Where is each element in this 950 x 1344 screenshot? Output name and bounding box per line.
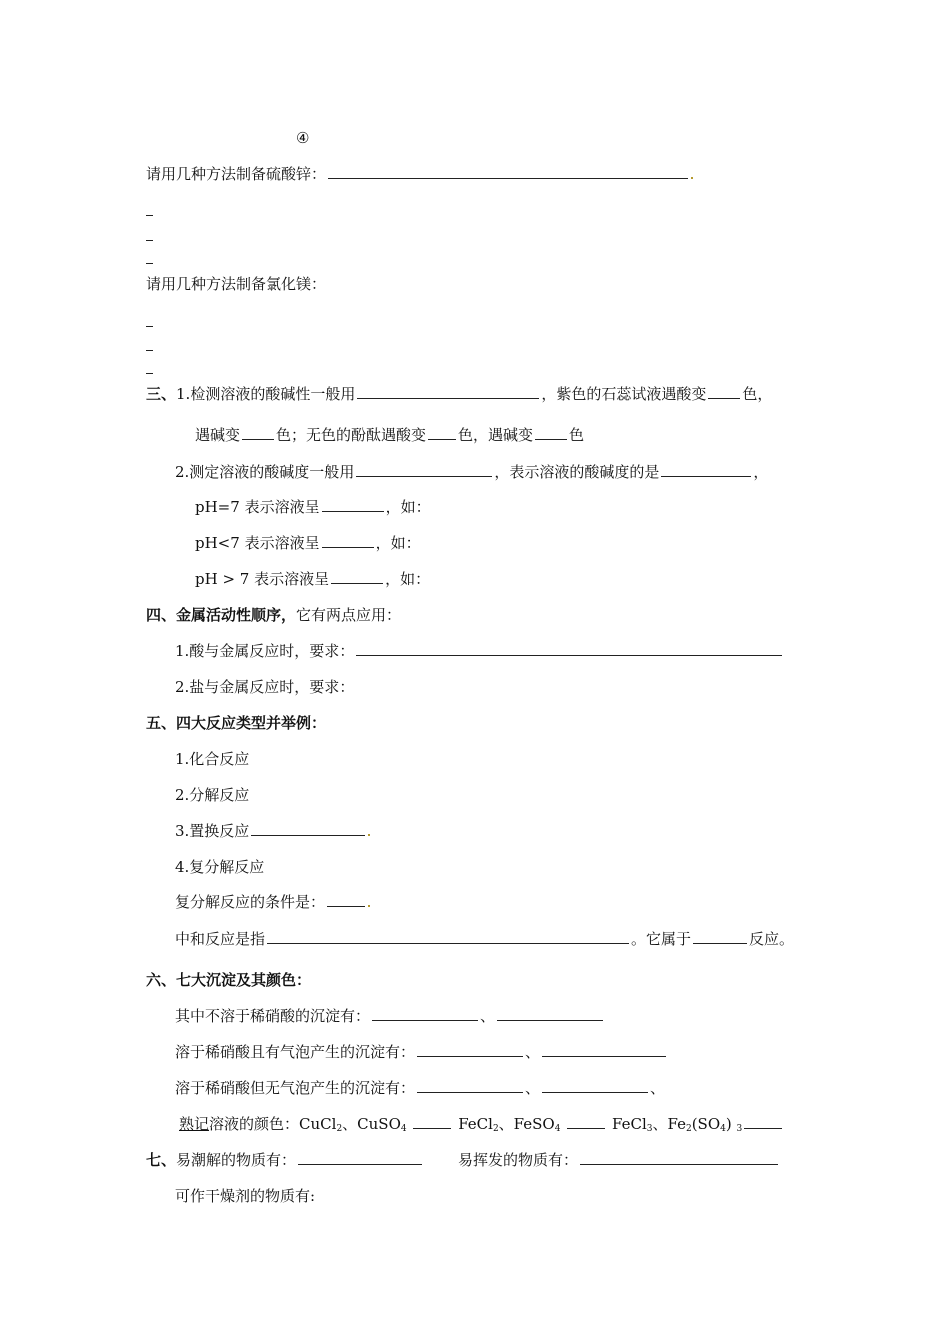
blank[interactable]	[744, 1114, 782, 1129]
subscript: 4	[400, 1124, 407, 1134]
blank[interactable]	[693, 929, 747, 944]
blank[interactable]	[417, 1078, 523, 1093]
text: 、FeSO	[498, 1115, 555, 1133]
section-7-heading: 七、	[146, 1151, 177, 1169]
blank[interactable]	[567, 1114, 605, 1129]
text: 它有两点应用：	[296, 606, 402, 624]
text: 、CuSO	[342, 1115, 401, 1133]
section-4-item-2: 2.盐与金属反应时，要求：	[175, 678, 355, 696]
subscript: 3	[736, 1124, 743, 1134]
text: (SO	[691, 1115, 721, 1133]
text: 、	[525, 1079, 541, 1097]
section-5-item-2: 2.分解反应	[175, 786, 250, 804]
section-6-line-1	[175, 1006, 605, 1026]
section-6-colors	[179, 1114, 784, 1139]
text: ，紫色的石蕊试液遇酸变	[541, 385, 707, 403]
blank[interactable]	[356, 462, 492, 477]
dash-mark	[146, 373, 153, 374]
text: 2.测定溶液的酸碱度一般用	[175, 463, 355, 481]
blank[interactable]	[580, 1150, 778, 1165]
dash-mark	[146, 240, 153, 241]
prep-znso4-label: 请用几种方法制备硫酸锌：	[146, 165, 327, 183]
text: 易潮解的物质有：	[176, 1151, 297, 1169]
text: 反应。	[749, 930, 795, 948]
section-5-neutralization	[175, 929, 794, 949]
section-4-heading	[146, 605, 401, 625]
dash-mark	[146, 215, 153, 216]
text: 。它属于	[631, 930, 692, 948]
section-5-heading: 五、四大反应类型并举例：	[146, 714, 327, 732]
text: FeCl	[612, 1115, 647, 1133]
dash-mark	[146, 326, 153, 327]
blank[interactable]	[267, 929, 629, 944]
section-5-item-4: 4.复分解反应	[175, 858, 265, 876]
text: 色，	[742, 385, 773, 403]
section-3-line-1	[146, 384, 772, 404]
text: 、Fe	[652, 1115, 686, 1133]
ph-neutral-line	[195, 497, 431, 517]
blank[interactable]	[331, 569, 383, 584]
text: 易挥发的物质有：	[458, 1151, 579, 1169]
blank[interactable]	[542, 1078, 648, 1093]
blank[interactable]	[322, 533, 374, 548]
text: 遇碱变	[195, 426, 241, 444]
text: ，如：	[375, 534, 421, 552]
blank[interactable]	[298, 1150, 422, 1165]
ph-base-line	[195, 569, 430, 589]
text: 3.置换反应	[175, 822, 250, 840]
text: 色	[569, 426, 585, 444]
section-5-item-1: 1.化合反应	[175, 750, 250, 768]
text: ，如：	[385, 498, 431, 516]
blank[interactable]	[327, 892, 365, 907]
subscript: 3	[646, 1124, 653, 1134]
section-6-line-2	[175, 1042, 668, 1062]
blank[interactable]	[357, 384, 539, 399]
text: pH > 7 表示溶液呈	[195, 570, 330, 588]
section-3-heading: 三、	[146, 385, 177, 403]
subscript: 2	[336, 1124, 343, 1134]
section-5-item-3	[175, 821, 370, 841]
blank[interactable]	[322, 497, 384, 512]
text: 溶液的颜色：CuCl	[209, 1115, 337, 1133]
mark-dot	[368, 905, 370, 907]
blank[interactable]	[372, 1006, 478, 1021]
subscript: 4	[554, 1124, 561, 1134]
ph-acid-line	[195, 533, 421, 553]
section-6-line-3	[175, 1078, 665, 1098]
text: ，表示溶液的酸碱度的是	[494, 463, 660, 481]
section-3-line-3	[175, 462, 768, 482]
blank[interactable]	[356, 641, 782, 656]
blank[interactable]	[251, 821, 365, 836]
circled-number: ④	[296, 129, 310, 147]
text: ，如：	[385, 570, 431, 588]
section-5-condition	[175, 892, 370, 912]
text: )	[725, 1115, 732, 1133]
blank[interactable]	[708, 384, 740, 399]
blank[interactable]	[535, 425, 567, 440]
text: 、	[650, 1079, 666, 1097]
subscript: 2	[685, 1124, 692, 1134]
text: 、	[480, 1007, 496, 1025]
section-4-title: 四、金属活动性顺序，	[146, 606, 297, 624]
text: 1.酸与金属反应时，要求：	[175, 642, 355, 660]
text: 溶于稀硝酸但无气泡产生的沉淀有：	[175, 1079, 416, 1097]
mark-dot	[691, 177, 693, 179]
blank[interactable]	[542, 1042, 666, 1057]
text: pH<7 表示溶液呈	[195, 534, 320, 552]
blank[interactable]	[428, 425, 456, 440]
dash-mark	[146, 263, 153, 264]
text: 其中不溶于稀硝酸的沉淀有：	[175, 1007, 371, 1025]
subscript: 2	[492, 1124, 499, 1134]
text: FeCl	[458, 1115, 493, 1133]
section-7-line-1	[146, 1150, 780, 1170]
text: 色；无色的酚酞遇酸变	[276, 426, 427, 444]
text: 1.检测溶液的酸碱性一般用	[176, 385, 356, 403]
blank[interactable]	[328, 164, 688, 179]
text: pH=7 表示溶液呈	[195, 498, 320, 516]
text: 熟记	[179, 1115, 210, 1133]
dash-mark	[146, 350, 153, 351]
blank[interactable]	[413, 1114, 451, 1129]
text: 溶于稀硝酸且有气泡产生的沉淀有：	[175, 1043, 416, 1061]
blank[interactable]	[417, 1042, 523, 1057]
section-7-line-2: 可作干燥剂的物质有:	[175, 1187, 316, 1205]
prep-znso4-line	[146, 164, 693, 184]
section-3-line-2	[195, 425, 584, 445]
section-6-heading: 六、七大沉淀及其颜色：	[146, 971, 312, 989]
text: 复分解反应的条件是：	[175, 893, 326, 911]
text: 色，遇碱变	[458, 426, 534, 444]
mark-dot	[368, 834, 370, 836]
blank[interactable]	[497, 1006, 603, 1021]
section-4-item-1	[175, 641, 784, 661]
text: ，	[753, 463, 769, 481]
blank[interactable]	[242, 425, 274, 440]
subscript: 4	[720, 1124, 726, 1134]
prep-mgcl2-label: 请用几种方法制备氯化镁：	[146, 275, 327, 293]
blank[interactable]	[661, 462, 751, 477]
text: 中和反应是指	[175, 930, 266, 948]
text: 、	[525, 1043, 541, 1061]
